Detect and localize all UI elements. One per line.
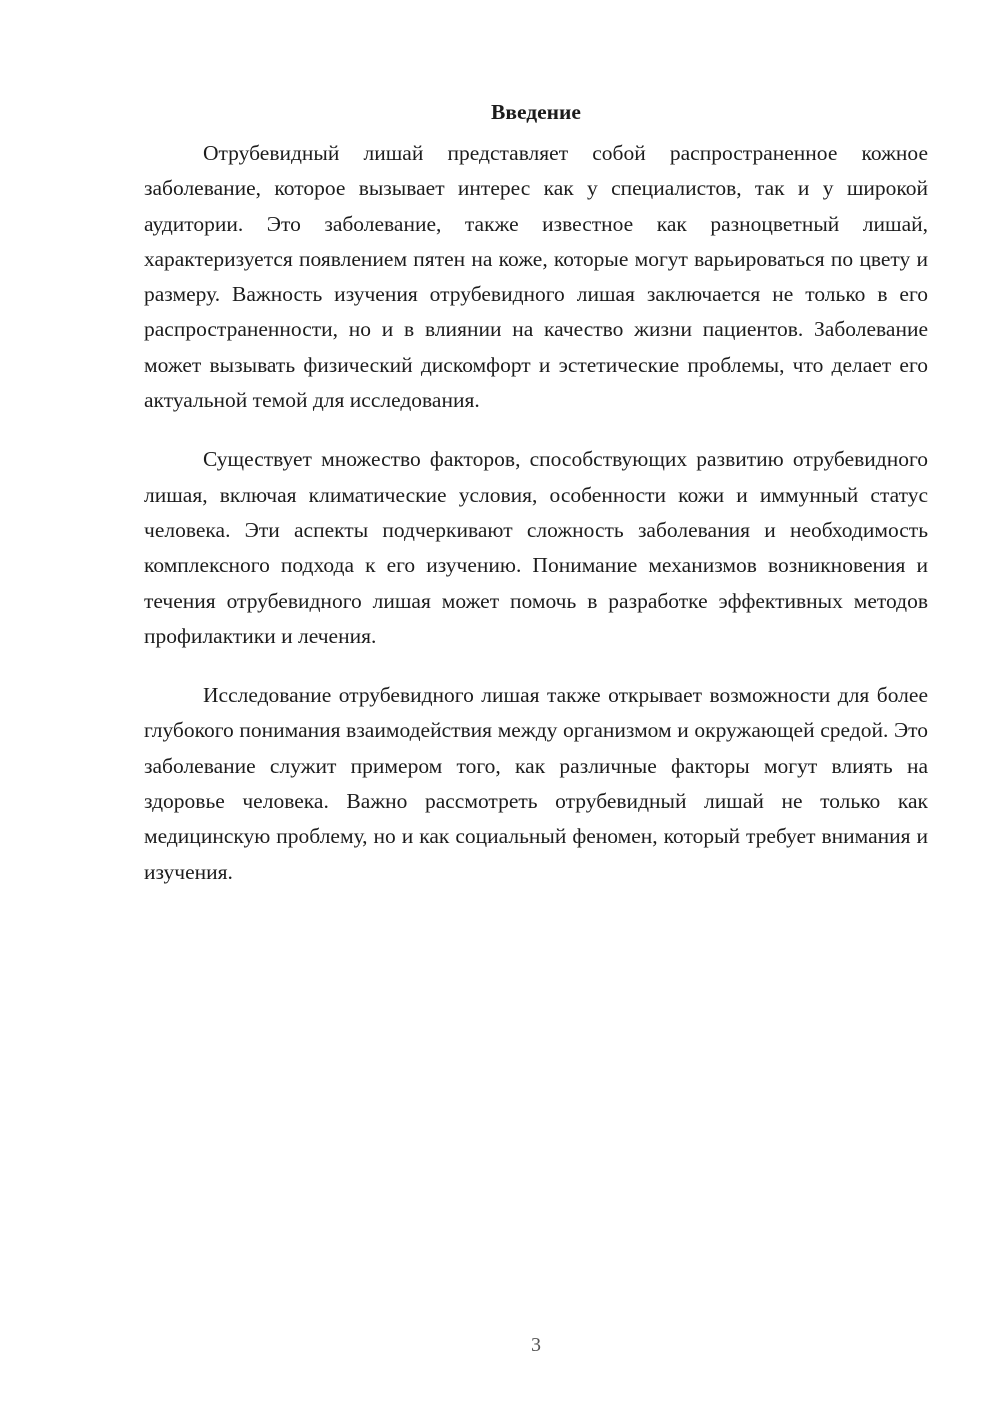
paragraph-1: Отрубевидный лишай представляет собой распространенное кожное заболевание, которое вызывает интерес как у специалистов, так и у широкой аудитории. Это заболевание, также известное как разноцветный лишай, характеризуется появлением пятен на коже, которые могут варьироваться по цвету и размеру. Важность изучения отрубевидного лишая заключается не только в его распространенности, но и в влиянии на качество жизни пациентов. Заболевание может вызывать физический дискомфорт и эстетические проблемы, что делает его актуальной темой для исследования. [144, 141, 928, 413]
paragraph-3: Исследование отрубевидного лишая также открывает возможности для более глубокого понимания взаимодействия между организмом и окружающей средой. Это заболевание служит примером того, как различные факторы могут влиять на здоровье человека. Важно рассмотреть отрубевидный лишай не только как медицинскую проблему, но и как социальный феномен, который требует внимания и изучения. [144, 683, 928, 884]
page-content [144, 96, 928, 914]
paragraph-2: Существует множество факторов, способствующих развитию отрубевидного лишая, включая климатические условия, особенности кожи и иммунный статус человека. Эти аспекты подчеркивают сложность заболевания и необходимость комплексного подхода к его изучению. Понимание механизмов возникновения и течения отрубевидного лишая может помочь в разработке эффективных методов профилактики и лечения. [144, 447, 928, 648]
page-number: 3 [531, 1334, 541, 1356]
section-heading: Введение [491, 100, 581, 124]
